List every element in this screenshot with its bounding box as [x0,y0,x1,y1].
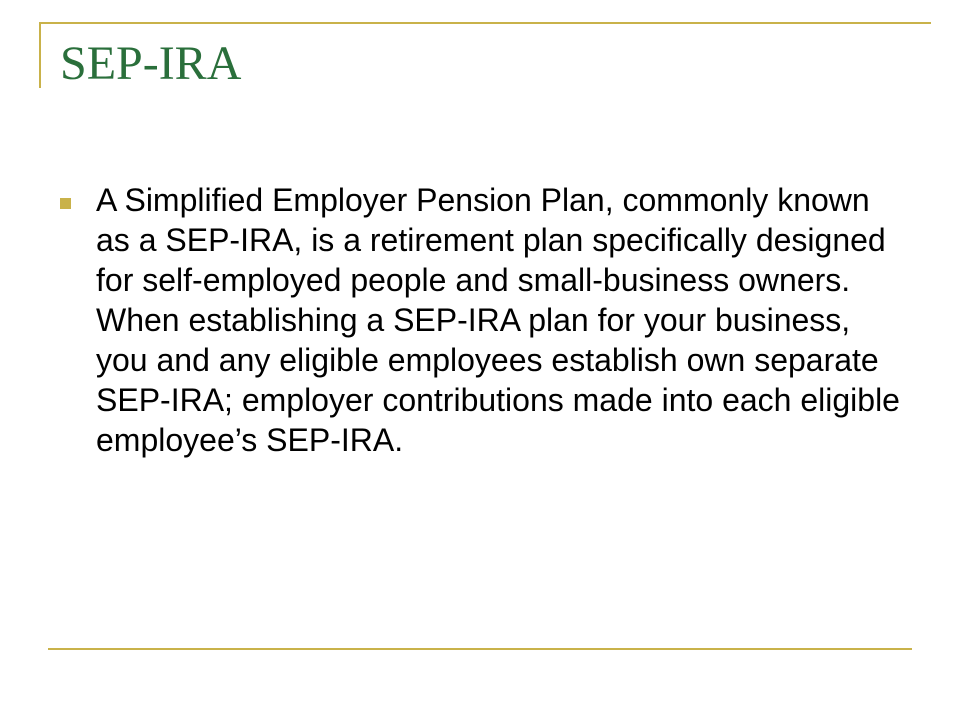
slide-title: SEP-IRA [60,37,242,90]
left-divider [39,22,41,88]
slide-content [60,180,910,460]
square-bullet-icon [60,198,71,209]
bullet-text: A Simplified Employer Pension Plan, commonly known as a SEP-IRA, is a retirement plan specifically designed for self-employed people and small-business owners. When establishing a SEP-IRA plan for your business, you and any eligible employees establish own separate SEP-IRA; employer contributions made into each eligible employee’s SEP-IRA. [96,182,900,458]
top-divider [39,22,931,24]
bullet-item [60,180,910,460]
bottom-divider [48,648,912,650]
